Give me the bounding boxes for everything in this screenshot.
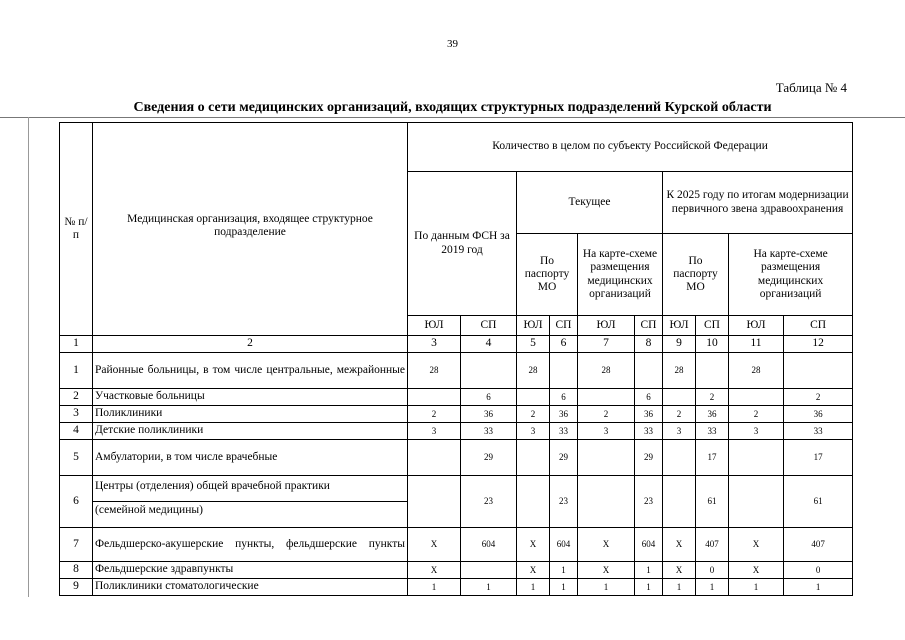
row-name: Поликлиники [93,406,408,423]
cell-value [663,389,696,406]
cell-value: Х [663,528,696,562]
row-number: 4 [60,423,93,440]
header-yul: ЮЛ [729,316,784,336]
cell-value: 29 [461,440,517,476]
cell-value: 33 [635,423,663,440]
cell-value [729,440,784,476]
cell-value: 6 [635,389,663,406]
header-sp: СП [461,316,517,336]
column-number: 7 [578,336,635,353]
cell-value: 61 [784,476,853,528]
row-name: Амбулатории, в том числе врачебные [93,440,408,476]
row-name: Фельдшерско-акушерские пункты, фельдшерские пункты [93,528,408,562]
header-map-2025: На карте-схеме размещения медицинских организаций [729,234,853,316]
row-name: Участковые больницы [93,389,408,406]
table-row [60,440,853,476]
cell-value [408,476,461,528]
row-name-line-1: Центры (отделения) общей врачебной практики [95,480,330,492]
cell-value: 28 [663,353,696,389]
table-row [60,562,853,579]
header-federal: Количество в целом по субъекту Российской Федерации [408,123,853,172]
row-name [93,476,408,528]
header-yul: ЮЛ [663,316,696,336]
header-num: № п/п [60,123,93,336]
cell-value: 6 [550,389,578,406]
cell-value: 0 [696,562,729,579]
scan-border-top [0,117,905,118]
header-fsn: По данным ФСН за 2019 год [408,172,517,316]
table-row [60,476,853,528]
row-number: 1 [60,353,93,389]
cell-value: 36 [696,406,729,423]
table-row [60,423,853,440]
cell-value: 604 [635,528,663,562]
row-name: Фельдшерские здравпункты [93,562,408,579]
cell-value [578,440,635,476]
cell-value: 1 [635,562,663,579]
row-name: Поликлиники стоматологические [93,579,408,596]
cell-value: 33 [696,423,729,440]
cell-value [408,389,461,406]
header-current: Текущее [517,172,663,234]
cell-value [517,476,550,528]
cell-value: 28 [729,353,784,389]
cell-value: Х [663,562,696,579]
cell-value: 33 [461,423,517,440]
cell-value [517,389,550,406]
cell-value [784,353,853,389]
column-number: 8 [635,336,663,353]
row-number: 2 [60,389,93,406]
cell-value: 61 [696,476,729,528]
cell-value: Х [408,562,461,579]
header-sp: СП [550,316,578,336]
document-title: Сведения о сети медицинских организаций, входящих структурных подразделений Курской области [133,100,772,115]
row-number: 5 [60,440,93,476]
row-name: Районные больницы, в том числе центральные, межрайонные [93,353,408,389]
cell-value: 36 [550,406,578,423]
table-row [60,579,853,596]
cell-value [729,389,784,406]
column-number: 4 [461,336,517,353]
column-number: 5 [517,336,550,353]
cell-value: 33 [550,423,578,440]
cell-value [635,353,663,389]
header-passport: По паспорту МО [517,234,578,316]
header-map-current: На карте-схеме размещения медицинских организаций [578,234,663,316]
cell-value: 407 [696,528,729,562]
cell-value: 1 [729,579,784,596]
cell-value: 1 [461,579,517,596]
header-yul: ЮЛ [408,316,461,336]
cell-value: 17 [696,440,729,476]
cell-value: 2 [663,406,696,423]
table-row [60,528,853,562]
row-number: 7 [60,528,93,562]
table-row [60,353,853,389]
cell-value [663,440,696,476]
row-number: 9 [60,579,93,596]
cell-value: 3 [408,423,461,440]
cell-value [408,440,461,476]
header-sp: СП [784,316,853,336]
cell-value: Х [578,562,635,579]
cell-value [696,353,729,389]
row-number: 6 [60,476,93,528]
cell-value: 23 [550,476,578,528]
column-number: 3 [408,336,461,353]
cell-value: 604 [461,528,517,562]
cell-value [461,353,517,389]
cell-value: Х [729,528,784,562]
cell-value: 1 [578,579,635,596]
table-label: Таблица № 4 [775,80,847,95]
row-number: 8 [60,562,93,579]
cell-value [517,440,550,476]
cell-value [578,389,635,406]
cell-value: 2 [696,389,729,406]
cell-value: 28 [578,353,635,389]
header-passport-2025: По паспорту МО [663,234,729,316]
cell-value [550,353,578,389]
cell-value: 29 [550,440,578,476]
cell-value [578,476,635,528]
column-number: 6 [550,336,578,353]
header-yul: ЮЛ [517,316,550,336]
cell-value: 36 [635,406,663,423]
cell-value: Х [408,528,461,562]
page-number: 39 [447,38,458,50]
column-number: 1 [60,336,93,353]
cell-value: 3 [578,423,635,440]
cell-value: 2 [784,389,853,406]
cell-value: 1 [784,579,853,596]
cell-value [729,476,784,528]
cell-value: 1 [550,562,578,579]
cell-value: 2 [408,406,461,423]
cell-value: 1 [517,579,550,596]
cell-value: 6 [461,389,517,406]
cell-value: Х [517,528,550,562]
cell-value: 1 [696,579,729,596]
cell-value: 2 [517,406,550,423]
cell-value: Х [578,528,635,562]
cell-value: 17 [784,440,853,476]
row-name: Детские поликлиники [93,423,408,440]
cell-value: 33 [784,423,853,440]
row-number: 3 [60,406,93,423]
cell-value: 407 [784,528,853,562]
cell-value: Х [517,562,550,579]
row-name-line-2: (семейной медицины) [93,501,407,517]
cell-value: 29 [635,440,663,476]
cell-value [461,562,517,579]
header-sp: СП [696,316,729,336]
cell-value: 2 [729,406,784,423]
cell-value: 28 [408,353,461,389]
cell-value: 36 [784,406,853,423]
cell-value: 1 [663,579,696,596]
cell-value: 23 [461,476,517,528]
column-number: 9 [663,336,696,353]
cell-value: 3 [517,423,550,440]
table-row [60,389,853,406]
cell-value: 604 [550,528,578,562]
cell-value: 0 [784,562,853,579]
cell-value: 3 [729,423,784,440]
header-org: Медицинская организация, входящее структурное подразделение [93,123,408,336]
header-sp: СП [635,316,663,336]
column-number: 10 [696,336,729,353]
column-number: 11 [729,336,784,353]
cell-value: 2 [578,406,635,423]
cell-value [663,476,696,528]
header-yul: ЮЛ [578,316,635,336]
table-row [60,406,853,423]
column-number: 12 [784,336,853,353]
column-number: 2 [93,336,408,353]
medical-network-table [59,122,853,596]
cell-value: 1 [635,579,663,596]
cell-value: 23 [635,476,663,528]
cell-value: 1 [408,579,461,596]
cell-value: Х [729,562,784,579]
cell-value: 3 [663,423,696,440]
scan-border-left [28,117,29,597]
cell-value: 1 [550,579,578,596]
header-by2025: К 2025 году по итогам модернизации первичного звена здравоохранения [663,172,853,234]
cell-value: 28 [517,353,550,389]
cell-value: 36 [461,406,517,423]
